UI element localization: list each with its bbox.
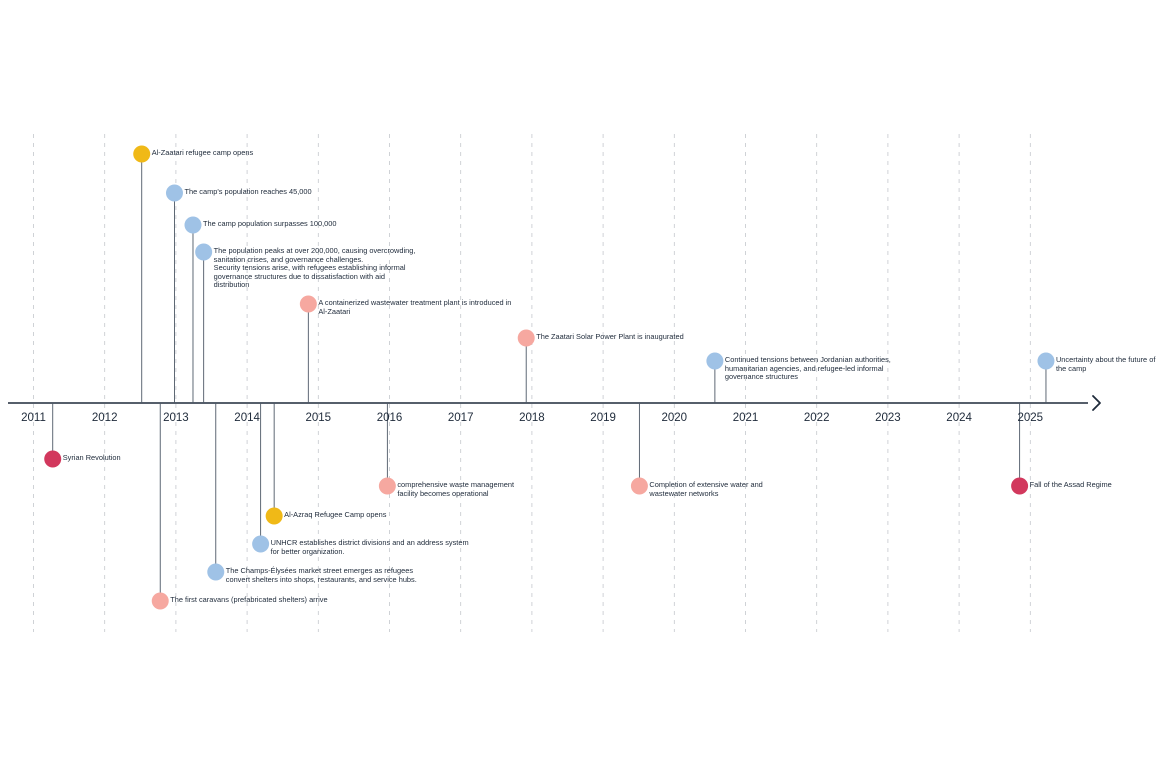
event-marker [1011,478,1028,495]
event-marker [207,564,224,581]
event-label-line: Completion of extensive water and [649,480,763,489]
event-label-line: convert shelters into shops, restaurants, and service hubs. [225,574,417,584]
event-marker [133,146,150,163]
event-label-line: sanitation crises, and governance challenges. [213,254,364,264]
event-label-line: The camp population surpasses 100,000 [202,219,337,228]
event-label [184,188,311,197]
event-label-line: The population peaks at over 200,000, causing overcrowding, [213,246,416,255]
event-marker [518,330,535,347]
event-label [1030,481,1112,490]
event-label-line: Security tensions arise, with refugees establishing informal [213,263,406,273]
event-marker [252,536,269,553]
event-label-line: for better organization. [270,546,345,556]
event-label-line: UNHCR establishes district divisions and an address system [270,538,469,547]
event-label-line: facility becomes operational [397,488,489,498]
event-label [271,539,469,556]
year-label: 2019 [590,412,616,424]
year-label: 2023 [875,412,901,424]
year-label: 2022 [803,412,830,424]
event-label-line: Al-Zaatari refugee camp opens [151,148,254,157]
event-label-line: The Zaatari Solar Power Plant is inaugurated [536,332,684,341]
year-label: 2015 [305,412,332,424]
event-label-line: The Champs-Élysées market street emerges as refugees [225,566,414,575]
year-label: 2018 [519,412,545,424]
event-label-line: Uncertainty about the future of [1055,355,1156,364]
event-label-line: humanitarian agencies, and refugee-led informal [724,363,884,373]
event-label-line: governance structures due to dissatisfaction with aid [213,271,385,281]
year-label: 2024 [946,412,972,424]
event-label-line: Continued tensions between Jordanian authorities, [724,355,891,364]
event-label-line: comprehensive waste management [397,480,515,489]
event-marker [266,508,283,525]
event-label-line: Al-Azraq Refugee Camp opens [284,510,387,519]
event-marker [195,244,212,261]
event-label-line: distribution [213,280,250,290]
event-label [284,511,386,520]
event-label-line: wastewater networks [649,488,719,498]
event-label [318,299,511,316]
event-label-line: The camp's population reaches 45,000 [184,187,312,196]
event-label [170,596,327,605]
event-label-line: A containerized wastewater treatment plant is introduced in [318,298,512,307]
year-label: 2011 [21,412,46,424]
chevron-right-icon [1093,396,1100,410]
event-label [536,333,683,342]
year-label: 2012 [91,412,118,424]
event-marker [184,217,201,234]
event-marker [152,593,169,610]
event-label-line: the camp [1055,363,1087,373]
event-label [63,454,121,463]
year-label: 2016 [376,412,403,424]
year-label: 2014 [234,412,260,424]
event-marker [166,185,183,202]
event-label-line: The first caravans (prefabricated shelters) arrive [170,595,328,604]
year-label: 2020 [661,412,688,424]
event-label [152,149,253,158]
event-marker [706,353,723,370]
event-marker [300,296,317,313]
event-label-line: Al-Zaatari [318,306,351,316]
event-label [725,356,891,382]
event-label [1056,356,1155,373]
event-label-line: governance structures [724,372,798,382]
year-label: 2013 [163,412,189,424]
year-label: 2021 [732,412,759,424]
event-marker [631,478,648,495]
event-marker [1037,353,1054,370]
event-label-line: Syrian Revolution [62,453,121,462]
event-label [397,481,514,498]
year-label: 2017 [447,412,474,424]
event-label [649,481,762,498]
event-label [203,220,337,229]
event-label [214,247,416,290]
event-label [226,567,417,584]
year-label: 2025 [1017,412,1044,424]
event-marker [379,478,396,495]
event-marker [44,451,61,468]
event-label-line: Fall of the Assad Regime [1029,480,1112,489]
